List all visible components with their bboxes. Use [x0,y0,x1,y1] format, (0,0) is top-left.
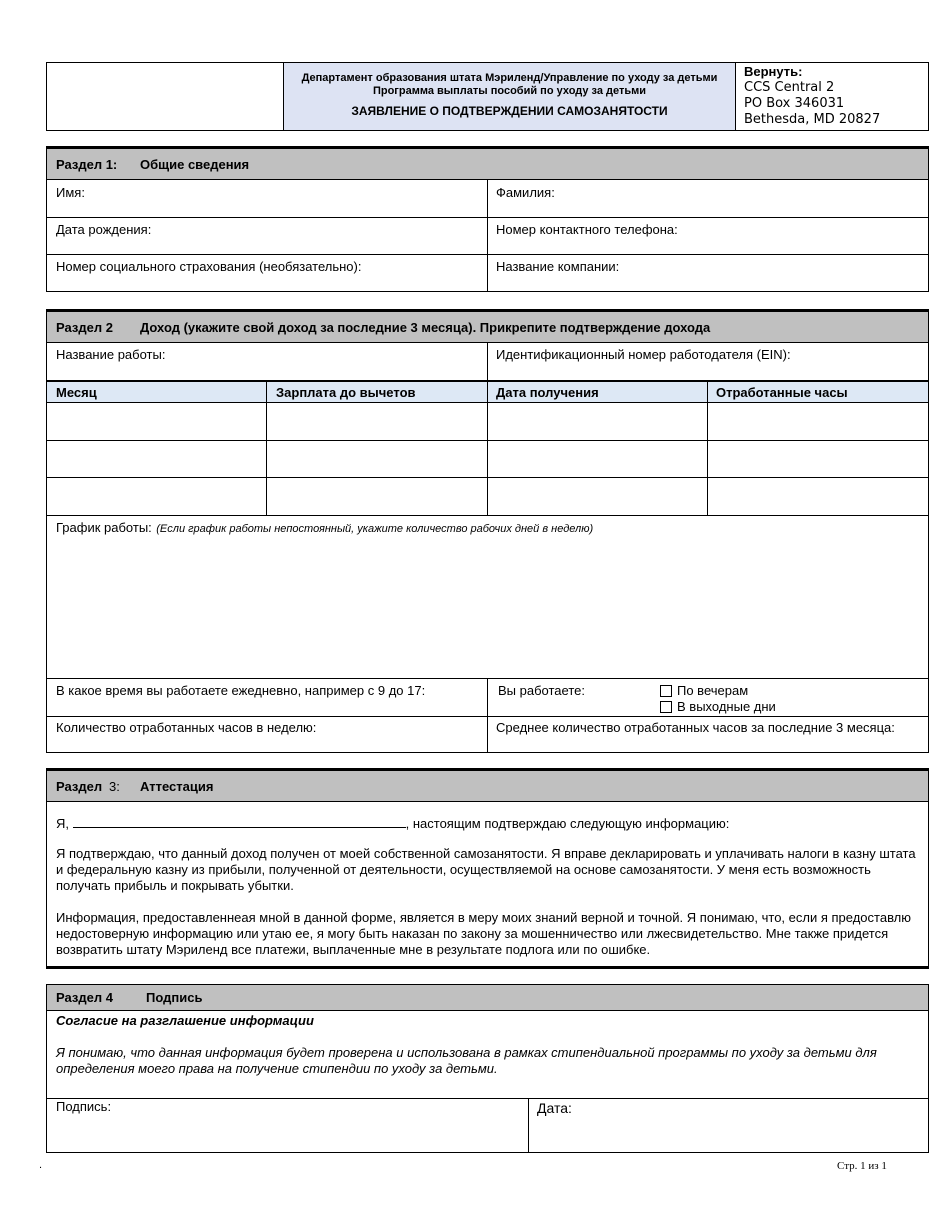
section-1 [46,146,929,292]
section-3 [46,768,929,969]
hours-per-week-field[interactable]: Количество отработанных часов в неделю: [56,720,317,735]
consent-text: Я понимаю, что данная информация будет проверена и использована в рамках стипендиальной программы по уходу за детьми для определения моего права на получение стипендии по уходу за детьми. [56,1045,877,1076]
attestation-name-blank[interactable] [73,815,406,828]
you-work-label: Вы работаете: [498,683,585,698]
header-title-block [283,63,736,130]
attestation-suffix: , настоящим подтверждаю следующую информацию: [405,816,730,831]
section-3-header [47,771,928,802]
column-month: Месяц [56,385,97,400]
return-address [744,64,929,128]
evenings-checkbox[interactable] [660,685,672,697]
section-2 [46,309,929,753]
section-2-number: Раздел 2 [56,320,113,335]
date-field[interactable]: Дата: [537,1100,572,1116]
work-schedule-note: (Если график работы непостоянный, укажите количество рабочих дней в неделю) [156,523,594,535]
column-divider [266,380,267,516]
section-2-header [47,312,928,343]
column-divider [487,343,488,381]
footer-dot: . [39,1159,43,1171]
consent-title: Согласие на разглашение информации [56,1013,314,1028]
weekends-checkbox[interactable] [660,701,672,713]
section-1-header [47,149,928,180]
column-hours-worked: Отработанные часы [716,385,848,400]
section-3-number-digit: 3: [109,779,120,794]
attestation-prefix: Я, [56,816,69,831]
program-name: Программа выплаты пособий по уходу за детьми [372,85,647,97]
return-line: CCS Central 2 [744,80,835,95]
work-schedule-label: График работы: [56,520,152,535]
ein-field[interactable]: Идентификационный номер работодателя (EIN): [496,347,791,362]
company-name-field[interactable]: Название компании: [496,259,620,274]
section-4-title: Подпись [146,990,203,1005]
section-2-title: Доход (укажите свой доход за последние 3 месяца). Прикрепите подтверждение дохода [140,320,711,335]
section-4 [46,984,929,1153]
attestation-paragraph-2: Информация, предоставленнеая мной в данной форме, является в меру моих знаний верной и точной. Я понимаю, что, если я предоставлю недостоверную информацию или утаю ее, я могу быть наказан по закону за мошенничество или лжесвидетельство. Мне также придется возвратить штату Мэриленд все платежи, выплаченные мне в результате подлога или по ошибке. [56,910,912,957]
section-3-number: Раздел [56,779,103,794]
phone-field[interactable]: Номер контактного телефона: [496,222,678,237]
work-schedule-field[interactable] [56,519,916,537]
column-divider [487,678,488,753]
section-4-header [47,985,928,1011]
attestation-paragraph-1: Я подтверждаю, что данный доход получен от моей собственной самозанятости. Я вправе декларировать и уплачивать налоги в казну штата и федеральную казну из прибыли, полученной от деятельности, осуществляемой на основе самозанятости. У меня есть возможность получать прибыль и покрывать убытки. [56,846,916,893]
column-divider [487,380,488,516]
signature-field[interactable]: Подпись: [56,1099,112,1114]
avg-hours-field[interactable]: Среднее количество отработанных часов за последние 3 месяца: [496,720,895,735]
column-divider [528,1098,529,1152]
form-title: ЗАЯВЛЕНИЕ О ПОДТВЕРЖДЕНИИ САМОЗАНЯТОСТИ [351,104,668,118]
first-name-field[interactable]: Имя: [56,185,85,200]
attestation-line [56,815,916,832]
section-3-title: Аттестация [140,779,214,794]
income-table-body [47,403,928,516]
ssn-field[interactable]: Номер социального страхования (необязательно): [56,259,362,274]
return-label: Вернуть: [744,64,803,79]
daily-hours-field[interactable]: В какое время вы работаете ежедневно, например с 9 до 17: [56,683,426,698]
weekends-label: В выходные дни [677,699,776,714]
section-4-number: Раздел 4 [56,990,113,1005]
column-date-received: Дата получения [496,385,599,400]
page-number: Стр. 1 из 1 [837,1160,887,1172]
department-name: Департамент образования штата Мэриленд/Управление по уходу за детьми [301,72,718,84]
return-line: PO Box 346031 [744,96,845,111]
column-gross-pay: Зарплата до вычетов [276,385,416,400]
column-divider [707,380,708,516]
job-title-field[interactable]: Название работы: [56,347,166,362]
birth-date-field[interactable]: Дата рождения: [56,222,152,237]
column-divider [487,180,488,292]
return-line: Bethesda, MD 20827 [744,112,881,127]
evenings-label: По вечерам [677,683,749,698]
form-header [46,62,929,131]
row-divider [47,1098,928,1099]
section-1-number: Раздел 1: [56,157,118,172]
section-1-title: Общие сведения [140,157,250,172]
header-logo-area [47,63,283,130]
last-name-field[interactable]: Фамилия: [496,185,555,200]
